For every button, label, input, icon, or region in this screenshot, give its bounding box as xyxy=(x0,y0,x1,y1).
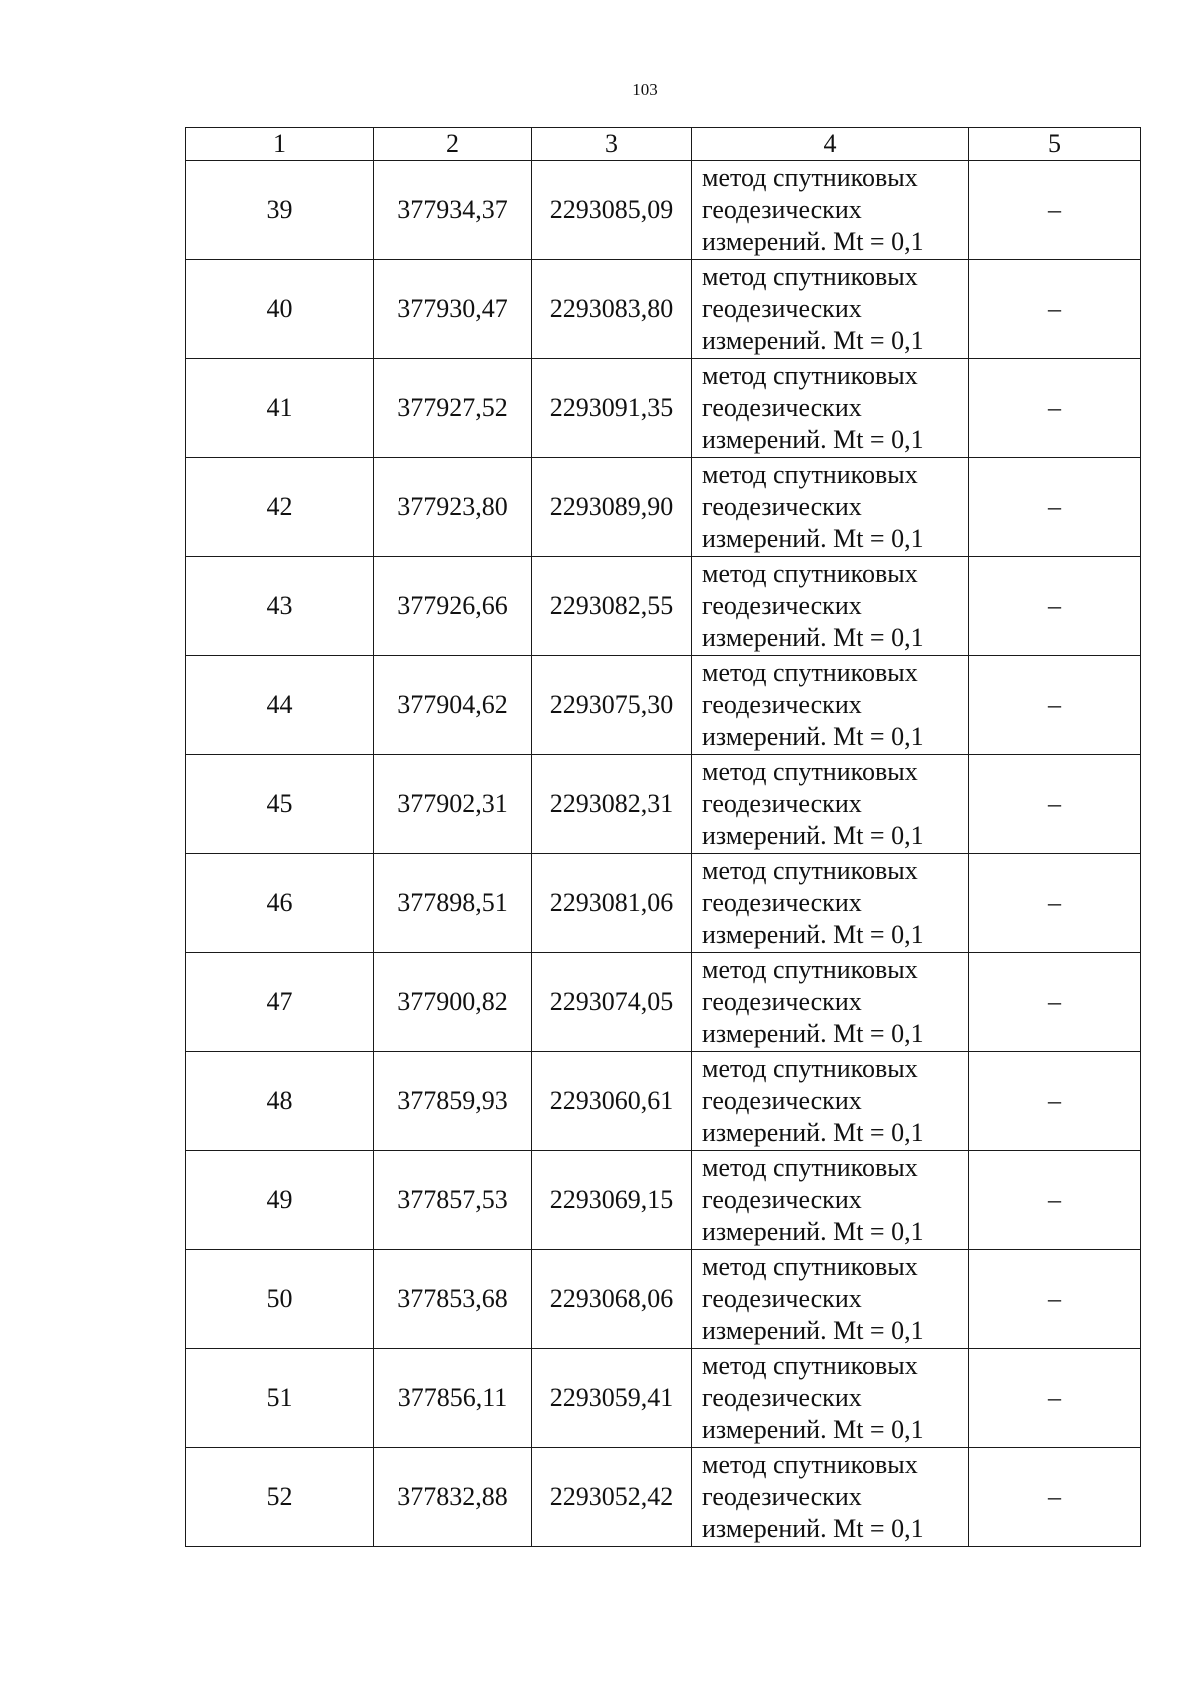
note-cell: – xyxy=(969,1448,1141,1547)
y-coordinate-cell: 2293083,80 xyxy=(532,260,692,359)
note-cell: – xyxy=(969,1349,1141,1448)
x-coordinate-cell: 377859,93 xyxy=(374,1052,532,1151)
method-text-line: геодезических xyxy=(702,294,862,323)
method-text-line: геодезических xyxy=(702,1284,862,1313)
method-text-line: геодезических xyxy=(702,690,862,719)
method-text-line: метод спутниковых xyxy=(702,163,918,192)
x-coordinate-cell: 377923,80 xyxy=(374,458,532,557)
method-cell xyxy=(692,755,969,854)
header-row xyxy=(186,128,1141,161)
note-cell: – xyxy=(969,1250,1141,1349)
method-cell xyxy=(692,1151,969,1250)
method-cell xyxy=(692,1448,969,1547)
method-cell xyxy=(692,260,969,359)
method-cell xyxy=(692,1349,969,1448)
point-number-cell: 44 xyxy=(186,656,374,755)
method-text-line: метод спутниковых xyxy=(702,955,918,984)
y-coordinate-cell: 2293081,06 xyxy=(532,854,692,953)
method-text-line: метод спутниковых xyxy=(702,1450,918,1479)
y-coordinate-cell: 2293085,09 xyxy=(532,161,692,260)
table-row xyxy=(186,656,1141,755)
method-text-line: измерений. Mt = 0,1 xyxy=(702,227,924,256)
table-row xyxy=(186,260,1141,359)
method-text-line: геодезических xyxy=(702,195,862,224)
method-text-line: геодезических xyxy=(702,789,862,818)
point-number-cell: 50 xyxy=(186,1250,374,1349)
method-cell xyxy=(692,1052,969,1151)
x-coordinate-cell: 377832,88 xyxy=(374,1448,532,1547)
y-coordinate-cell: 2293082,31 xyxy=(532,755,692,854)
x-coordinate-cell: 377902,31 xyxy=(374,755,532,854)
y-coordinate-cell: 2293091,35 xyxy=(532,359,692,458)
method-text-line: метод спутниковых xyxy=(702,361,918,390)
method-text-line: измерений. Mt = 0,1 xyxy=(702,722,924,751)
method-text-line: измерений. Mt = 0,1 xyxy=(702,425,924,454)
x-coordinate-cell: 377904,62 xyxy=(374,656,532,755)
table-row xyxy=(186,1250,1141,1349)
method-cell xyxy=(692,1250,969,1349)
method-text-line: измерений. Mt = 0,1 xyxy=(702,623,924,652)
table-row xyxy=(186,359,1141,458)
point-number-cell: 42 xyxy=(186,458,374,557)
method-text-line: геодезических xyxy=(702,987,862,1016)
method-text-line: метод спутниковых xyxy=(702,1351,918,1380)
table-row xyxy=(186,557,1141,656)
note-cell: – xyxy=(969,1052,1141,1151)
column-header-2: 2 xyxy=(374,128,532,161)
point-number-cell: 51 xyxy=(186,1349,374,1448)
note-cell: – xyxy=(969,656,1141,755)
table-row xyxy=(186,1448,1141,1547)
y-coordinate-cell: 2293059,41 xyxy=(532,1349,692,1448)
method-text-line: геодезических xyxy=(702,888,862,917)
point-number-cell: 46 xyxy=(186,854,374,953)
point-number-cell: 52 xyxy=(186,1448,374,1547)
method-text-line: метод спутниковых xyxy=(702,1054,918,1083)
method-text-line: геодезических xyxy=(702,492,862,521)
y-coordinate-cell: 2293089,90 xyxy=(532,458,692,557)
method-text-line: геодезических xyxy=(702,1482,862,1511)
method-text-line: геодезических xyxy=(702,1086,862,1115)
table-row xyxy=(186,458,1141,557)
note-cell: – xyxy=(969,755,1141,854)
table-body xyxy=(186,161,1141,1547)
y-coordinate-cell: 2293074,05 xyxy=(532,953,692,1052)
y-coordinate-cell: 2293068,06 xyxy=(532,1250,692,1349)
y-coordinate-cell: 2293060,61 xyxy=(532,1052,692,1151)
method-text-line: измерений. Mt = 0,1 xyxy=(702,920,924,949)
method-text-line: метод спутниковых xyxy=(702,1252,918,1281)
point-number-cell: 49 xyxy=(186,1151,374,1250)
note-cell: – xyxy=(969,854,1141,953)
y-coordinate-cell: 2293082,55 xyxy=(532,557,692,656)
method-text-line: измерений. Mt = 0,1 xyxy=(702,1514,924,1543)
point-number-cell: 47 xyxy=(186,953,374,1052)
table-row xyxy=(186,161,1141,260)
x-coordinate-cell: 377898,51 xyxy=(374,854,532,953)
method-text-line: геодезических xyxy=(702,1383,862,1412)
note-cell: – xyxy=(969,953,1141,1052)
method-text-line: геодезических xyxy=(702,591,862,620)
point-number-cell: 39 xyxy=(186,161,374,260)
x-coordinate-cell: 377856,11 xyxy=(374,1349,532,1448)
table-row xyxy=(186,755,1141,854)
table-row xyxy=(186,854,1141,953)
method-text-line: измерений. Mt = 0,1 xyxy=(702,821,924,850)
x-coordinate-cell: 377900,82 xyxy=(374,953,532,1052)
method-text-line: метод спутниковых xyxy=(702,1153,918,1182)
coordinates-table xyxy=(185,127,1141,1547)
method-cell xyxy=(692,458,969,557)
x-coordinate-cell: 377857,53 xyxy=(374,1151,532,1250)
y-coordinate-cell: 2293075,30 xyxy=(532,656,692,755)
method-text-line: измерений. Mt = 0,1 xyxy=(702,326,924,355)
x-coordinate-cell: 377930,47 xyxy=(374,260,532,359)
method-cell xyxy=(692,854,969,953)
method-text-line: метод спутниковых xyxy=(702,658,918,687)
table-row xyxy=(186,1349,1141,1448)
note-cell: – xyxy=(969,260,1141,359)
method-text-line: геодезических xyxy=(702,1185,862,1214)
point-number-cell: 40 xyxy=(186,260,374,359)
note-cell: – xyxy=(969,458,1141,557)
note-cell: – xyxy=(969,1151,1141,1250)
method-text-line: метод спутниковых xyxy=(702,856,918,885)
method-text-line: измерений. Mt = 0,1 xyxy=(702,1217,924,1246)
method-text-line: измерений. Mt = 0,1 xyxy=(702,1118,924,1147)
method-cell xyxy=(692,656,969,755)
method-cell xyxy=(692,953,969,1052)
y-coordinate-cell: 2293069,15 xyxy=(532,1151,692,1250)
x-coordinate-cell: 377853,68 xyxy=(374,1250,532,1349)
method-text-line: измерений. Mt = 0,1 xyxy=(702,1019,924,1048)
method-cell xyxy=(692,161,969,260)
table-row xyxy=(186,1052,1141,1151)
method-text-line: измерений. Mt = 0,1 xyxy=(702,1415,924,1444)
table-row xyxy=(186,953,1141,1052)
point-number-cell: 41 xyxy=(186,359,374,458)
note-cell: – xyxy=(969,161,1141,260)
x-coordinate-cell: 377927,52 xyxy=(374,359,532,458)
column-header-5: 5 xyxy=(969,128,1141,161)
point-number-cell: 45 xyxy=(186,755,374,854)
method-text-line: измерений. Mt = 0,1 xyxy=(702,1316,924,1345)
point-number-cell: 48 xyxy=(186,1052,374,1151)
method-text-line: метод спутниковых xyxy=(702,460,918,489)
method-text-line: измерений. Mt = 0,1 xyxy=(702,524,924,553)
method-cell xyxy=(692,359,969,458)
method-cell xyxy=(692,557,969,656)
y-coordinate-cell: 2293052,42 xyxy=(532,1448,692,1547)
column-header-4: 4 xyxy=(692,128,969,161)
page-number: 103 xyxy=(632,80,658,99)
note-cell: – xyxy=(969,557,1141,656)
table-header xyxy=(186,128,1141,161)
method-text-line: метод спутниковых xyxy=(702,262,918,291)
table-row xyxy=(186,1151,1141,1250)
method-text-line: метод спутниковых xyxy=(702,559,918,588)
method-text-line: метод спутниковых xyxy=(702,757,918,786)
column-header-3: 3 xyxy=(532,128,692,161)
note-cell: – xyxy=(969,359,1141,458)
column-header-1: 1 xyxy=(186,128,374,161)
method-text-line: геодезических xyxy=(702,393,862,422)
point-number-cell: 43 xyxy=(186,557,374,656)
x-coordinate-cell: 377926,66 xyxy=(374,557,532,656)
x-coordinate-cell: 377934,37 xyxy=(374,161,532,260)
